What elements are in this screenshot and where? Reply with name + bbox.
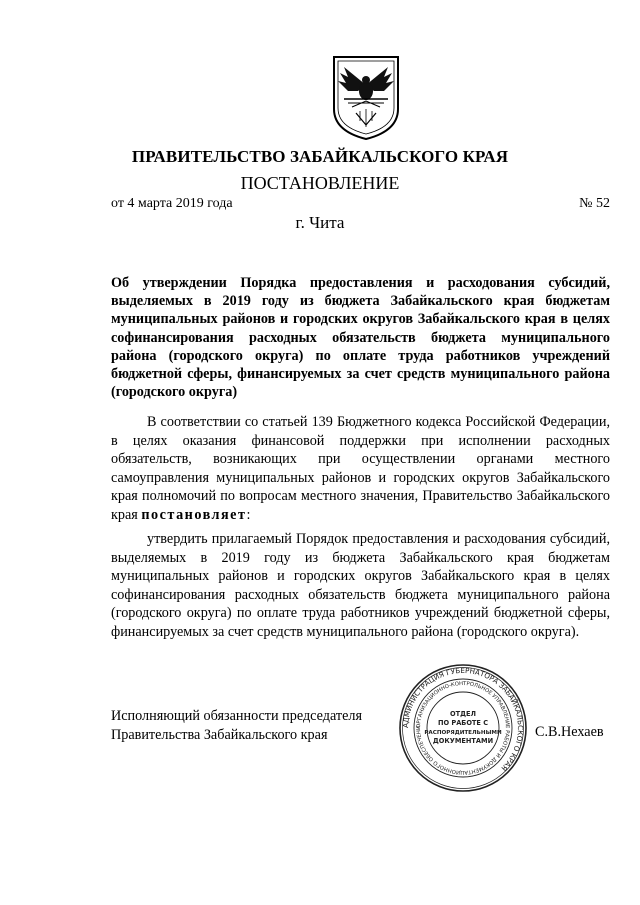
preamble-colon: : [246, 506, 251, 523]
decree-word: постановляет [141, 506, 247, 523]
stamp-center-line-4: ДОКУМЕНТАМИ [432, 737, 494, 745]
document-number: № 52 [579, 196, 610, 211]
official-stamp [398, 663, 528, 793]
document-subject: Об утверждении Порядка предоставления и расходования субсидий, выделяемых в 2019 году из бюджета Забайкальского края бюджетам муниципальных районов и городских округов Забайкальского края в целях софинансирования расходных обязательств бюджета муниципального района (городского округа) по оплате труда работников учреждений бюджетной сферы, финансируемых за счет средств муниципального района (городского округа) [111, 275, 610, 401]
document-city: г. Чита [295, 213, 345, 232]
stamp-outer-ring-text: АДМИНИСТРАЦИЯ ГУБЕРНАТОРА ЗАБАЙКАЛЬСКОГО КРАЯ [400, 665, 526, 773]
signer-name: С.В.Нехаев [535, 724, 604, 740]
signer-line-2: Правительства Забайкальского края [111, 726, 328, 743]
government-title: ПРАВИТЕЛЬСТВО ЗАБАЙКАЛЬСКОГО КРАЯ [131, 147, 509, 166]
document-type: ПОСТАНОВЛЕНИЕ [240, 173, 400, 193]
document-date: от 4 марта 2019 года [111, 196, 233, 211]
signer-position [111, 707, 362, 744]
paragraph-decision: утвердить прилагаемый Порядок предоставления и расходования субсидий, выделяемых в 2019 году из бюджета Забайкальского края бюджетам муниципальных районов и городских округов Забайкальского края в целях софинансирования расходных обязательств бюджета муниципального района (городского округа) по оплате труда работников учреждений бюджетной сферы, финансируемых за счет средств муниципального района (городского округа). [111, 531, 610, 640]
stamp-center-line-1: ОТДЕЛ [450, 710, 476, 718]
stamp-center-line-2: ПО РАБОТЕ С [437, 719, 489, 727]
preamble-text: В соответствии со статьей 139 Бюджетного кодекса Российской Федерации, в целях оказания финансовой поддержки при исполнении расходных обязательств, возникающих при осуществлении органами местного самоуправления муниципальных районов и городских округов Забайкальского края полномочий по вопросам местного значения, Правительство Забайкальского края [111, 414, 610, 523]
paragraph-preamble [111, 413, 610, 525]
stamp-center-line-3: РАСПОРЯДИТЕЛЬНЫМИ [424, 730, 502, 736]
stamp-inner-ring-text: ОРГАНИЗАЦИОННО-КОНТРОЛЬНОЕ УПРАВЛЕНИЕ РАБОТЫ И ДОКУМЕНТАЦИОННОГО ОБЕСПЕЧЕНИ [415, 680, 511, 776]
coat-of-arms-icon [330, 55, 402, 141]
signer-line-1: Исполняющий обязанности председателя [111, 708, 362, 724]
